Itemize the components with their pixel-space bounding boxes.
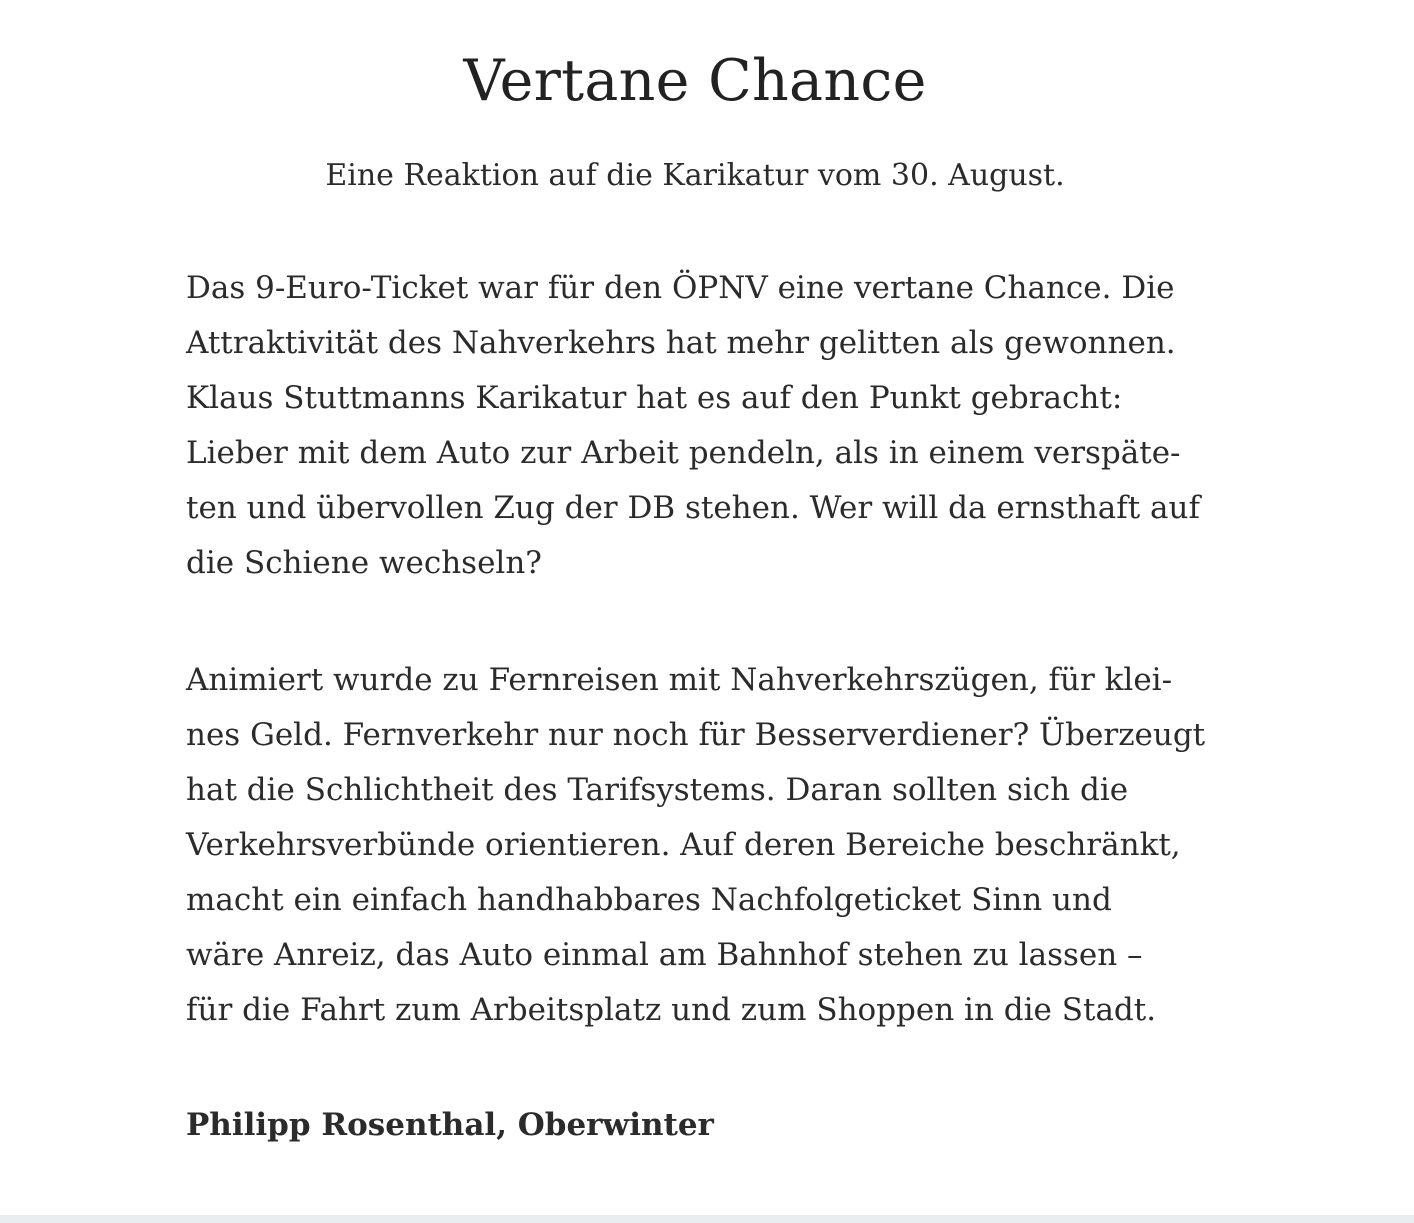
paragraph-line: Attraktivität des Nahverkehrs hat mehr gelitten als gewonnen.	[186, 325, 1176, 361]
paragraph-line: macht ein einfach handhabbares Nachfolgeticket Sinn und	[186, 882, 1112, 918]
paragraph-line: wäre Anreiz, das Auto einmal am Bahnhof stehen zu lassen –	[186, 937, 1143, 973]
paragraph-line: ten und übervollen Zug der DB stehen. Wer will da ernsthaft auf	[186, 490, 1200, 526]
article-subtitle: Eine Reaktion auf die Karikatur vom 30. August.	[325, 158, 1065, 193]
paragraph-line: Animiert wurde zu Fernreisen mit Nahverkehrszügen, für klei-	[186, 662, 1173, 698]
paragraph-2	[186, 653, 1216, 1038]
paragraph-line: Klaus Stuttmanns Karikatur hat es auf den Punkt gebracht:	[186, 380, 1123, 416]
paragraph-line: Lieber mit dem Auto zur Arbeit pendeln, als in einem verspäte-	[186, 435, 1181, 471]
author-signature: Philipp Rosenthal, Oberwinter	[186, 1107, 714, 1143]
paragraph-line: für die Fahrt zum Arbeitsplatz und zum Shoppen in die Stadt.	[186, 992, 1157, 1028]
bottom-divider	[0, 1215, 1414, 1223]
paragraph-line: Das 9-Euro-Ticket war für den ÖPNV eine vertane Chance. Die	[186, 270, 1175, 306]
paragraph-line: Verkehrsverbünde orientieren. Auf deren Bereiche beschränkt,	[186, 827, 1181, 863]
paragraph-line: nes Geld. Fernverkehr nur noch für Besserverdiener? Überzeugt	[186, 717, 1206, 753]
paragraph-1	[186, 261, 1216, 591]
article-title: Vertane Chance	[463, 48, 927, 114]
paragraph-line: hat die Schlichtheit des Tarifsystems. Daran sollten sich die	[186, 772, 1129, 808]
paragraph-line: die Schiene wechseln?	[186, 545, 542, 581]
